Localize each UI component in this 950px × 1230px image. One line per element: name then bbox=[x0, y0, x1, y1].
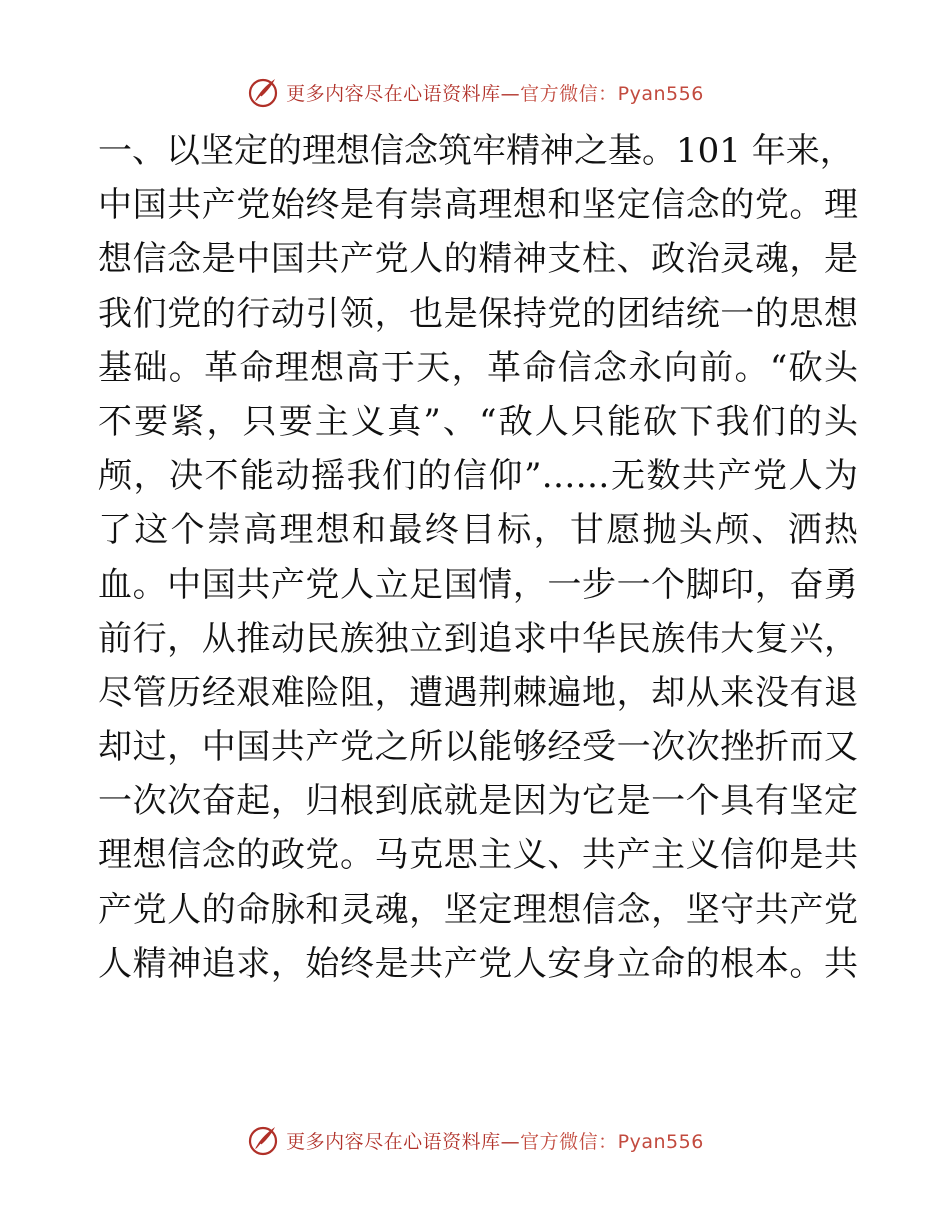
body-line: 却过，中国共产党之所以能够经受一次次挫折而又 bbox=[98, 727, 858, 768]
body-line: 颅，决不能动摇我们的信仰”……无数共产党人为 bbox=[98, 456, 858, 497]
body-line: 想信念是中国共产党人的精神支柱、政治灵魂，是 bbox=[98, 239, 858, 280]
quill-pen-logo-icon bbox=[246, 1123, 280, 1157]
footer-banner bbox=[0, 1120, 950, 1160]
footer-banner-main: 更多内容尽在心语资料库— bbox=[286, 1130, 521, 1153]
body-line: 产党人的命脉和灵魂，坚定理想信念，坚守共产党 bbox=[98, 889, 858, 930]
body-line: 一次次奋起，归根到底就是因为它是一个具有坚定 bbox=[98, 781, 858, 822]
body-line: 中国共产党始终是有崇高理想和坚定信念的党。理 bbox=[98, 185, 858, 226]
footer-banner-wechat: 官方微信：Pyan556 bbox=[520, 1130, 704, 1153]
body-line: 血。中国共产党人立足国情，一步一个脚印，奋勇 bbox=[98, 564, 858, 605]
header-banner-text bbox=[286, 79, 704, 106]
body-line: 一、以坚定的理想信念筑牢精神之基。101 年来， bbox=[98, 131, 854, 171]
header-banner bbox=[0, 72, 950, 112]
body-line: 人精神追求，始终是共产党人安身立命的根本。共 bbox=[98, 943, 858, 984]
body-line: 前行，从推动民族独立到追求中华民族伟大复兴， bbox=[98, 618, 858, 659]
quill-pen-logo-icon bbox=[246, 75, 280, 109]
body-line: 不要紧，只要主义真”、“敌人只能砍下我们的头 bbox=[98, 401, 858, 442]
header-banner-wechat: 官方微信：Pyan556 bbox=[520, 82, 704, 105]
header-banner-main: 更多内容尽在心语资料库— bbox=[286, 82, 521, 105]
body-line: 我们党的行动引领，也是保持党的团结统一的思想 bbox=[98, 293, 858, 334]
footer-banner-text bbox=[286, 1127, 704, 1154]
body-line: 了这个崇高理想和最终目标，甘愿抛头颅、洒热 bbox=[98, 510, 858, 551]
body-line: 理想信念的政党。马克思主义、共产主义信仰是共 bbox=[98, 835, 858, 876]
document-body bbox=[98, 124, 858, 991]
body-line: 尽管历经艰难险阻，遭遇荆棘遍地，却从来没有退 bbox=[98, 672, 858, 713]
body-line: 基础。革命理想高于天，革命信念永向前。“砍头 bbox=[98, 347, 858, 388]
